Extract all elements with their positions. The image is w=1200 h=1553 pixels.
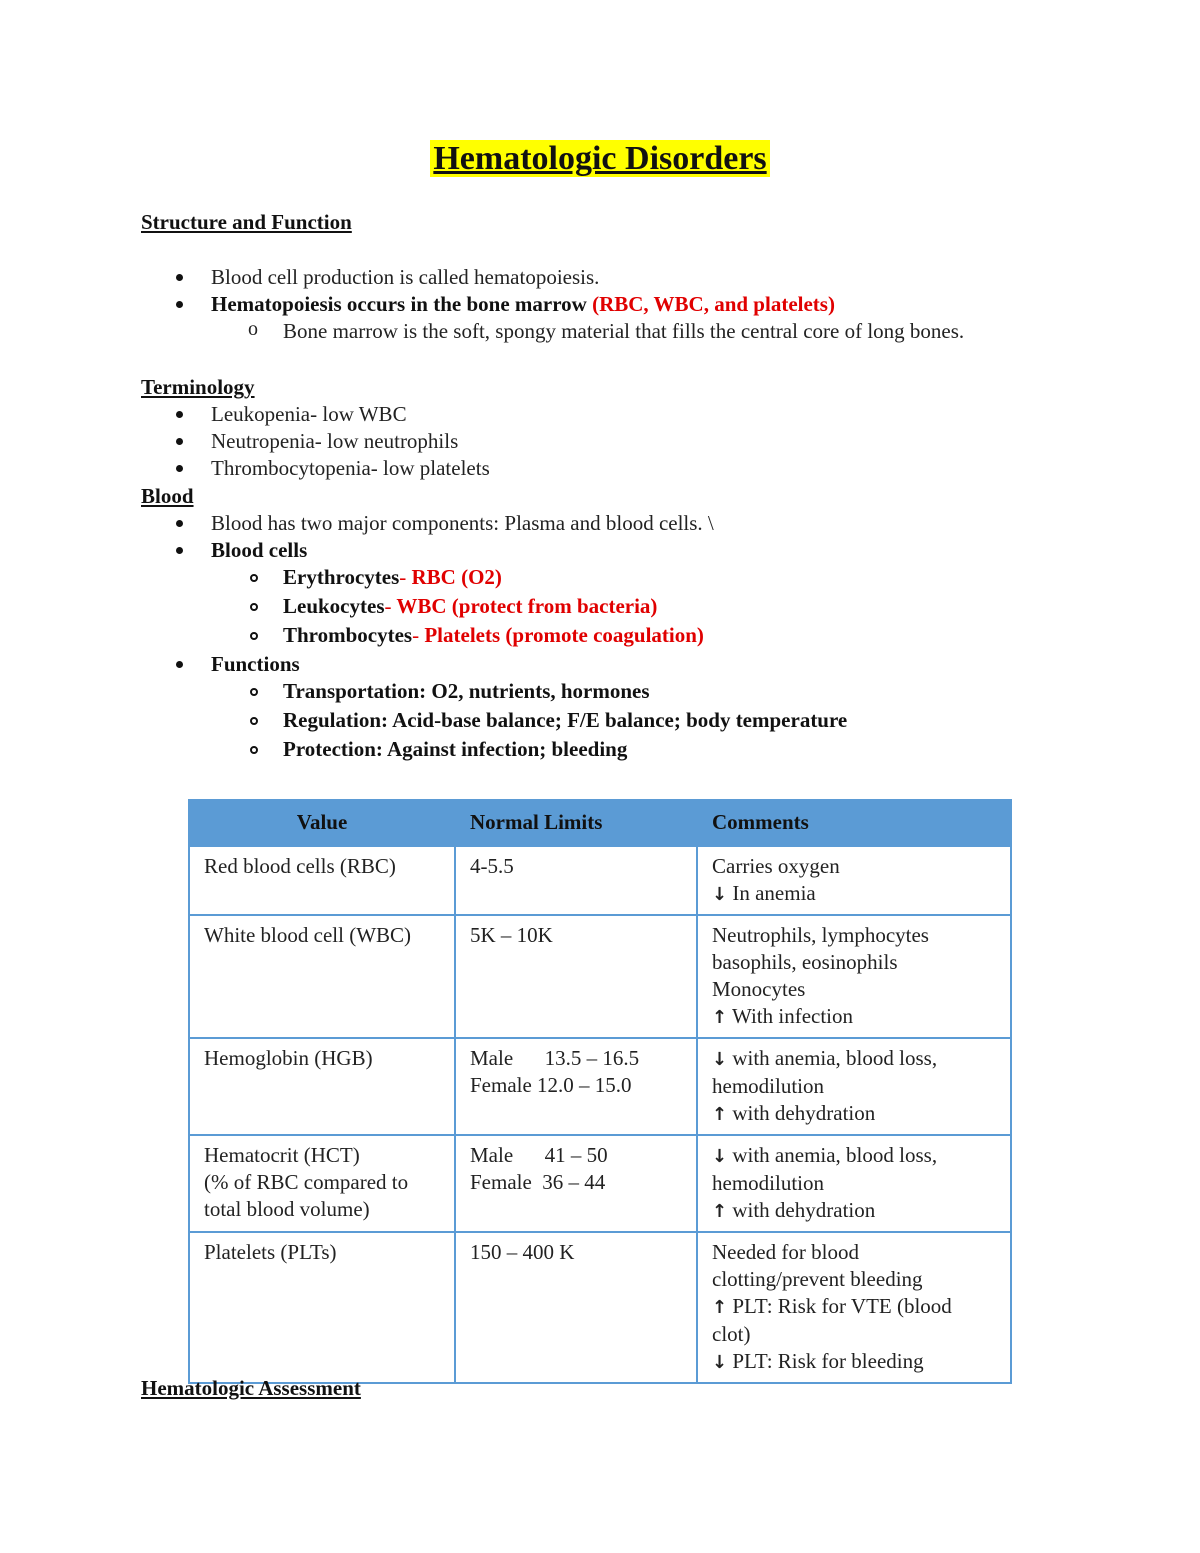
sub-bullet-circle-icon — [250, 688, 258, 696]
blood-cell-item: Thrombocytes- Platelets (promote coagulation) — [283, 623, 704, 647]
bullet-icon — [176, 520, 183, 527]
table-row — [189, 1232, 1011, 1383]
cell-comments: Neutrophils, lymphocytes basophils, eosinophils Monocytes ↑ With infection — [697, 915, 1011, 1038]
cell-normal-limits: 150 – 400 K — [455, 1232, 697, 1383]
blood-cells-label: Blood cells — [211, 538, 308, 562]
structure-item-2-red: (RBC, WBC, and platelets) — [592, 292, 835, 316]
lab-values-table — [188, 799, 1012, 1384]
sub-bullet-circle-icon — [250, 603, 258, 611]
bullet-icon — [176, 301, 183, 308]
sub-bullet-o-icon: o — [248, 318, 258, 340]
header-normal-limits: Normal Limits — [455, 800, 697, 846]
structure-sub-item: Bone marrow is the soft, spongy material that fills the central core of long bones. — [283, 319, 965, 343]
cell-comments: Carries oxygen ↓ In anemia — [697, 846, 1011, 915]
sub-bullet-circle-icon — [250, 746, 258, 754]
arrow-down-icon: ↓ — [712, 884, 728, 905]
bullet-icon — [176, 465, 183, 472]
sub-bullet-circle-icon — [250, 632, 258, 640]
terminology-heading: Terminology — [141, 375, 255, 399]
arrow-up-icon: ↑ — [712, 1104, 728, 1125]
bullet-icon — [176, 438, 183, 445]
functions-label: Functions — [211, 652, 300, 676]
function-item: Transportation: O2, nutrients, hormones — [283, 679, 650, 703]
cell-normal-limits: Male 13.5 – 16.5 Female 12.0 – 15.0 — [455, 1038, 697, 1135]
sub-bullet-circle-icon — [250, 717, 258, 725]
cell-value: Platelets (PLTs) — [189, 1232, 455, 1383]
structure-item-1: Blood cell production is called hematopoiesis. — [211, 265, 600, 289]
arrow-up-icon: ↑ — [712, 1007, 728, 1028]
cell-value: White blood cell (WBC) — [189, 915, 455, 1038]
function-item: Regulation: Acid-base balance; F/E balance; body temperature — [283, 708, 848, 732]
blood-cell-item: Erythrocytes- RBC (O2) — [283, 565, 502, 589]
blood-cell-item: Leukocytes- WBC (protect from bacteria) — [283, 594, 658, 618]
cell-value: Hemoglobin (HGB) — [189, 1038, 455, 1135]
cell-value: Red blood cells (RBC) — [189, 846, 455, 915]
cell-normal-limits: 4-5.5 — [455, 846, 697, 915]
terminology-item: Neutropenia- low neutrophils — [211, 429, 459, 453]
cell-normal-limits: 5K – 10K — [455, 915, 697, 1038]
arrow-down-icon: ↓ — [712, 1352, 728, 1373]
blood-heading: Blood — [141, 484, 194, 508]
arrow-down-icon: ↓ — [712, 1049, 728, 1070]
table-row — [189, 846, 1011, 915]
blood-item-1: Blood has two major components: Plasma and blood cells. \ — [211, 511, 714, 535]
function-item: Protection: Against infection; bleeding — [283, 737, 628, 761]
cell-comments: ↓ with anemia, blood loss, hemodilution ↑ with dehydration — [697, 1038, 1011, 1135]
bullet-icon — [176, 274, 183, 281]
table-row — [189, 1038, 1011, 1135]
table-header-row — [189, 800, 1011, 846]
cell-comments: ↓ with anemia, blood loss, hemodilution ↑ with dehydration — [697, 1135, 1011, 1232]
table-row — [189, 1135, 1011, 1232]
bullet-icon — [176, 411, 183, 418]
assessment-heading: Hematologic Assessment — [141, 1376, 361, 1400]
sub-bullet-circle-icon — [250, 574, 258, 582]
table-row — [189, 915, 1011, 1038]
bullet-icon — [176, 547, 183, 554]
bullet-icon — [176, 661, 183, 668]
page-title — [0, 140, 1200, 178]
arrow-down-icon: ↓ — [712, 1146, 728, 1167]
header-comments: Comments — [697, 800, 1011, 846]
cell-comments: Needed for blood clotting/prevent bleeding ↑ PLT: Risk for VTE (blood clot) ↓ PLT: Risk for bleeding — [697, 1232, 1011, 1383]
title-text: Hematologic Disorders — [430, 140, 769, 177]
structure-item-2 — [211, 291, 835, 318]
header-value: Value — [189, 800, 455, 846]
arrow-up-icon: ↑ — [712, 1297, 728, 1318]
structure-heading: Structure and Function — [141, 210, 352, 234]
structure-item-2-bold: Hematopoiesis occurs in the bone marrow — [211, 292, 587, 316]
cell-normal-limits: Male 41 – 50 Female 36 – 44 — [455, 1135, 697, 1232]
arrow-up-icon: ↑ — [712, 1201, 728, 1222]
cell-value: Hematocrit (HCT) (% of RBC compared to total blood volume) — [189, 1135, 455, 1232]
terminology-item: Thrombocytopenia- low platelets — [211, 456, 490, 480]
terminology-item: Leukopenia- low WBC — [211, 402, 407, 426]
